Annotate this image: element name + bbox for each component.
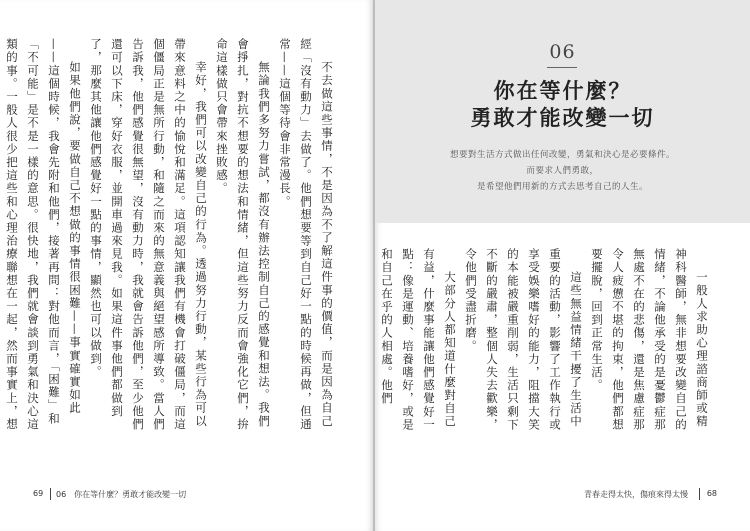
- running-head-left: 06 你在等什麼？勇敢才能改變一切: [56, 490, 187, 499]
- chapter-opener-box: [375, 0, 750, 223]
- running-head-right: 青春走得太快，傷痕來得太慢: [584, 490, 688, 499]
- right-page-body: [380, 248, 712, 438]
- left-page-body: [5, 38, 337, 438]
- page-number-left: 69: [33, 489, 44, 498]
- right-paragraph-2: 這些無益情緒干擾了生活中重要的活動，影響了工作執行或享受娛樂嗜好的能力，阻擋大笑的本能被嚴重削弱，生活只剩下不斷的嚴肅，整個人失去歡樂，令他們受盡折磨。: [464, 248, 583, 432]
- left-page: [0, 0, 373, 531]
- left-paragraph-4-text: 如果他們說，要做自己不想做的事情很困難——事實確實如此——這個時候，我會先附和他們，接著再問：對他而言，「困難」和「不可能」是不是一樣的意思。很快地，我們就會談到勇氣和決心這類的事。一般人很少把這些和心理治療聯想在一起，然而事實上，想: [5, 38, 82, 431]
- chapter-summary-line-1: 想要對生活方式做出任何改變，勇氣和決心是必要條件。: [449, 150, 675, 160]
- chapter-number: 06: [549, 41, 576, 63]
- chapter-summary-line-2: 而要求人們勇敢，: [526, 166, 599, 176]
- chapter-title-line-1: 你在等什麼？: [493, 78, 632, 103]
- footer-divider-right: [699, 488, 700, 500]
- left-paragraph-2: 無論我們多努力嘗試，都沒有辦法控制自己的感覺和想法。我們會掙扎，對抗不想要的想法和情緒，但這些努力反而會強化它們，拚命這樣做只會帶來挫敗感。: [215, 38, 271, 431]
- left-paragraph-3: 幸好，我們可以改變自己的行為。透過努力行動，某些行為可以帶來意料之中的愉悅和滿足。這項認知讓我們有機會打破僵局，而這個僵局正是無所行動，和隨之而來的無意義與絕望感所導致。當人們告訴我，他們感覺很無望，沒有動力時，我就會告訴他們，至少他們還可以下床，穿好衣服，並開車過來見我。如果這件事他們都做到了，那麼其他讓他們感覺好一點的事情，顯然也可以做到。: [89, 38, 208, 431]
- left-paragraph-1: 不去做這些事情，不是因為不了解這件事的價值，而是因為自己經「沒有動力」去做了。他們想要等到自己好一點的時候再做，但通常——這個等待會非常漫長。: [278, 38, 334, 431]
- chapter-summary-line-3: 是希望他們用新的方式去思考自己的人生。: [476, 182, 648, 192]
- right-paragraph-1: 一般人求助心理諮商師或精神科醫師，無非想要改變自己的情緒，不論他承受的是憂鬱症那無處不在的悲傷，還是焦慮症那令人疲憊不堪的拘束，他們都想要擺脫，回到正常生活。: [590, 248, 709, 432]
- chapter-number-rule: [547, 67, 577, 68]
- footer-divider-left: [50, 488, 51, 500]
- right-paragraph-3: 大部分人都知道什麼對自己有益，什麼事能讓他們感覺好一點：像是運動、培養嗜好，或是和自己在乎的人相處。他們: [380, 248, 457, 432]
- chapter-summary: [375, 147, 750, 195]
- right-page: [375, 0, 750, 531]
- left-paragraph-4: [0, 38, 85, 438]
- page-number-right: 68: [706, 489, 717, 498]
- chapter-title-line-2: 勇敢才能改變一切: [470, 105, 655, 130]
